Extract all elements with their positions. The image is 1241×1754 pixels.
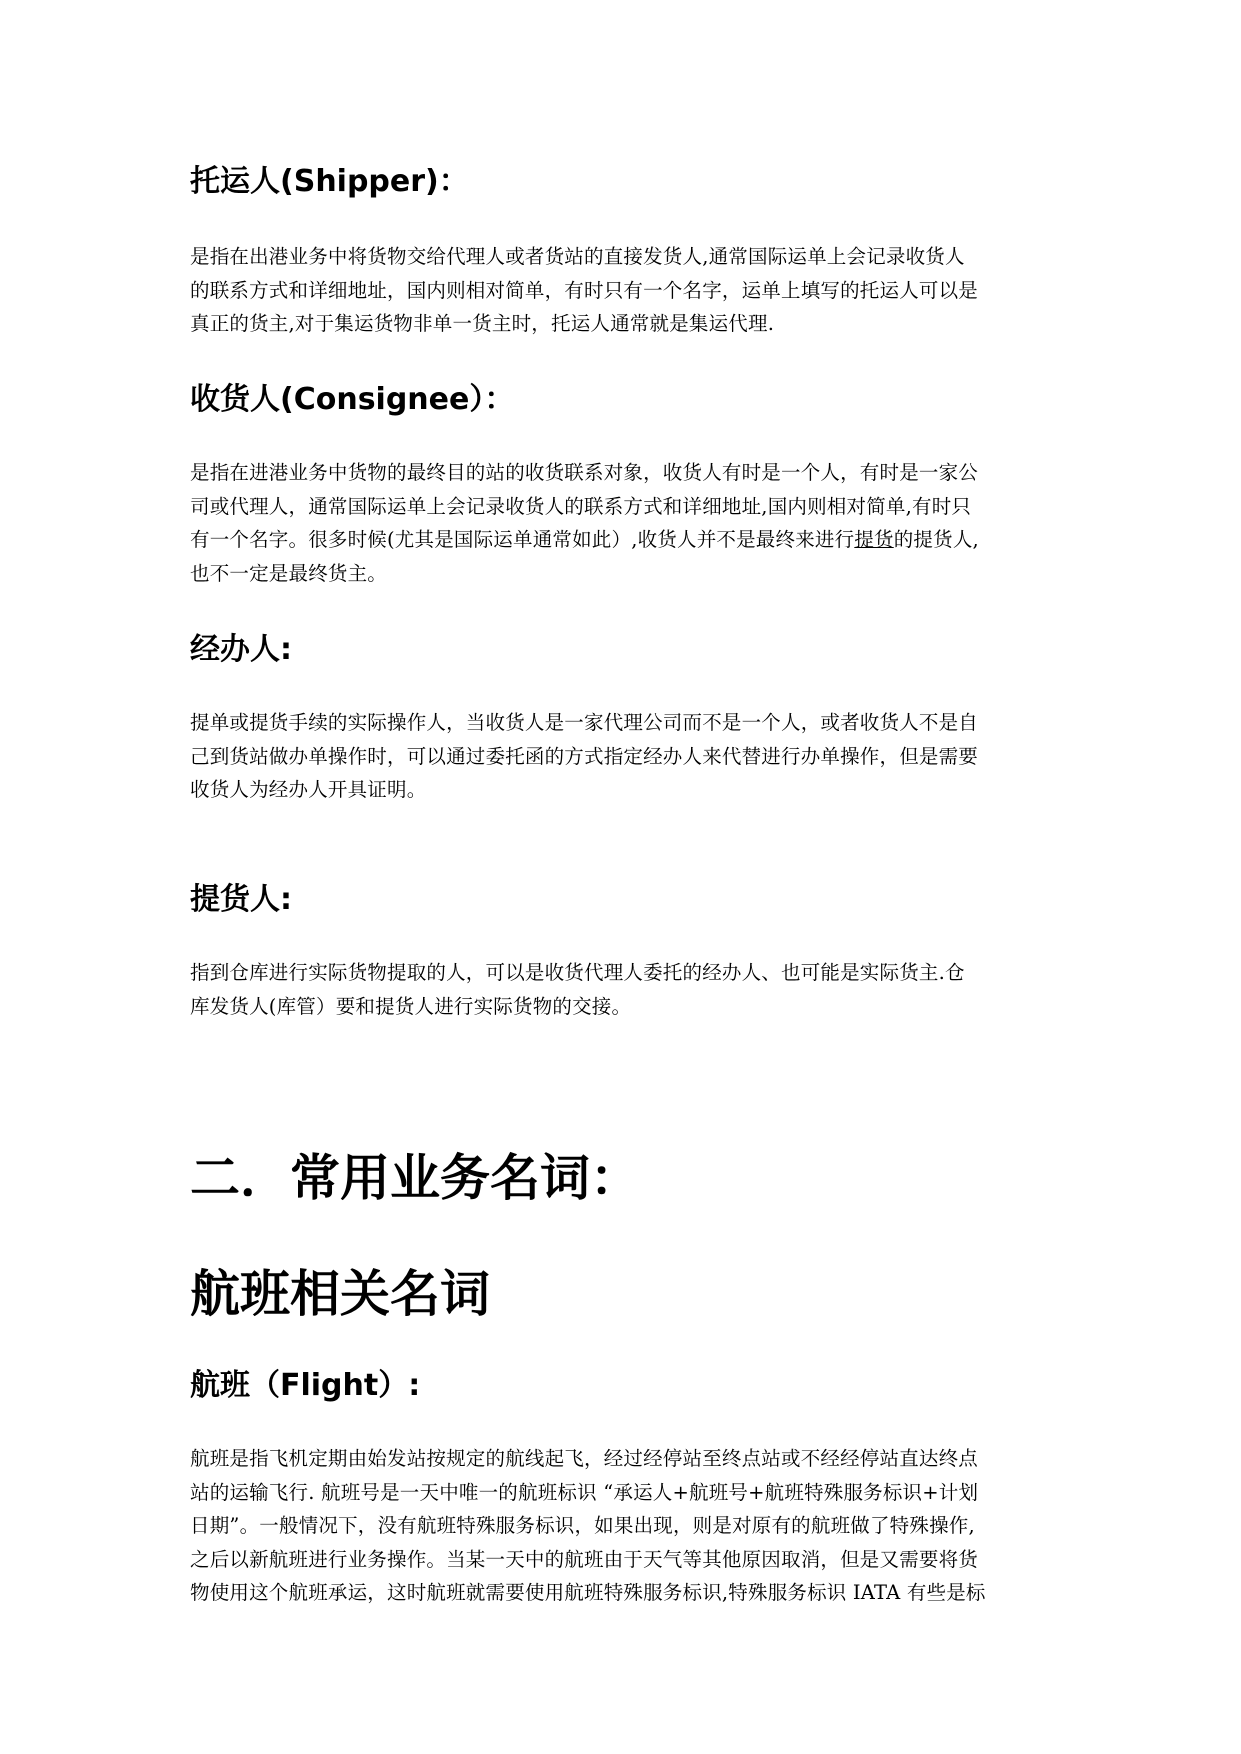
paragraph-flight: [190, 1442, 1060, 1610]
text-line: 站的运输飞行. 航班号是一天中唯一的航班标识 “承运人+航班号+航班特殊服务标识+计划: [190, 1480, 979, 1504]
heading-consignee: 收货人(Consignee）：: [190, 382, 515, 417]
heading-handler: 经办人:: [190, 632, 292, 667]
text-line: 的联系方式和详细地址，国内则相对简单，有时只有一个名字，运单上填写的托运人可以是: [190, 278, 979, 302]
text-line: 也不一定是最终货主。: [190, 561, 388, 585]
heading-shipper: 托运人(Shipper)：: [190, 164, 469, 199]
paragraph-pickup-person: [190, 956, 1060, 1023]
text-line: 真正的货主,对于集运货物非单一货主时，托运人通常就是集运代理.: [190, 312, 775, 335]
chapter-title: 二．常用业务名词：: [190, 1149, 640, 1207]
pickup-link[interactable]: 提货: [854, 528, 894, 551]
heading-flight: 航班（Flight）:: [190, 1368, 421, 1403]
text-line: 日期”。一般情况下，没有航班特殊服务标识，如果出现，则是对原有的航班做了特殊操作,: [190, 1514, 975, 1537]
subchapter-title: 航班相关名词: [190, 1265, 490, 1323]
text-line: 是指在出港业务中将货物交给代理人或者货站的直接发货人,通常国际运单上会记录收货人: [190, 245, 965, 268]
paragraph-shipper: [190, 240, 1060, 341]
text-line: 提单或提货手续的实际操作人，当收货人是一家代理公司而不是一个人，或者收货人不是自: [190, 711, 979, 734]
text-line: 物使用这个航班承运，这时航班就需要使用航班特殊服务标识,特殊服务标识 IATA 有些是标: [190, 1581, 986, 1604]
paragraph-consignee: [190, 456, 1060, 590]
text-line: 航班是指飞机定期由始发站按规定的航线起飞，经过经停站至终点站或不经经停站直达终点: [190, 1447, 979, 1470]
text-segment: 有一个名字。很多时候(尤其是国际运单通常如此）,收货人并不是最终来进行: [190, 528, 855, 551]
text-line: [190, 523, 1060, 557]
text-line: 指到仓库进行实际货物提取的人，可以是收货代理人委托的经办人、也可能是实际货主.仓: [190, 961, 965, 984]
text-line: 库发货人(库管）要和提货人进行实际货物的交接。: [190, 994, 632, 1018]
text-line: 司或代理人，通常国际运单上会记录收货人的联系方式和详细地址,国内则相对简单,有时只: [190, 494, 972, 518]
text-line: 是指在进港业务中货物的最终目的站的收货联系对象，收货人有时是一个人，有时是一家公: [190, 461, 979, 484]
paragraph-handler: [190, 706, 1060, 807]
heading-pickup-person: 提货人:: [190, 882, 292, 917]
text-line: 收货人为经办人开具证明。: [190, 778, 427, 801]
text-line: 之后以新航班进行业务操作。当某一天中的航班由于天气等其他原因取消，但是又需要将货: [190, 1547, 979, 1571]
text-line: 己到货站做办单操作时，可以通过委托函的方式指定经办人来代替进行办单操作，但是需要: [190, 744, 979, 768]
text-segment: 的提货人,: [893, 528, 979, 551]
